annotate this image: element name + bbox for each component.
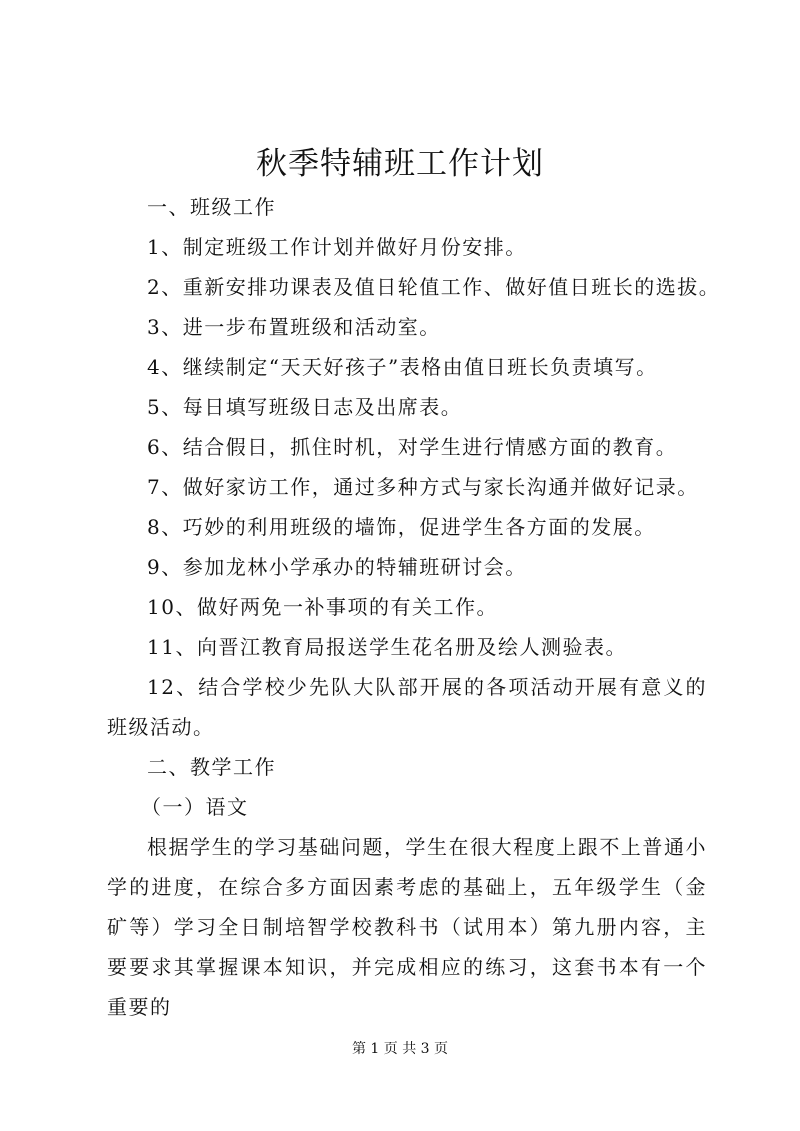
section-heading-class-work: 一、班级工作: [147, 195, 276, 219]
subsection-heading-chinese: （一）语文: [141, 795, 249, 819]
list-item: 2、重新安排功课表及值日轮值工作、做好值日班长的选拔。: [147, 275, 721, 299]
list-item: 4、继续制定“天天好孩子”表格由值日班长负责填写。: [147, 355, 658, 379]
list-item: 10、做好两免一补事项的有关工作。: [147, 595, 498, 619]
list-item: 6、结合假日，抓住时机，对学生进行情感方面的教育。: [147, 435, 678, 459]
document-body: [107, 187, 721, 1027]
document-title: 秋季特辅班工作计划: [256, 146, 544, 182]
body-paragraph: 根据学生的学习基础问题，学生在很大程度上跟不上普通小学的进度，在综合多方面因素考虑的基础上，五年级学生（金矿等）学习全日制培智学校教科书（试用本）第九册内容，主要要求其掌握课本知识，并完成相应的练习，这套书本有一个重要的: [107, 835, 707, 1019]
list-item: 7、做好家访工作，通过多种方式与家长沟通并做好记录。: [147, 475, 699, 499]
list-item: 9、参加龙林小学承办的特辅班研讨会。: [147, 555, 527, 579]
list-item: 11、向晋江教育局报送学生花名册及绘人测验表。: [147, 635, 627, 659]
list-item: 8、巧妙的利用班级的墙饰，促进学生各方面的发展。: [147, 515, 656, 539]
list-item: 1、制定班级工作计划并做好月份安排。: [147, 235, 527, 259]
list-item: 3、进一步布置班级和活动室。: [147, 315, 441, 339]
page-footer: 第 1 页 共 3 页: [351, 1041, 449, 1057]
list-item: 5、每日填写班级日志及出席表。: [147, 395, 463, 419]
section-heading-teaching-work: 二、教学工作: [147, 755, 276, 779]
list-item-12: 12、结合学校少先队大队部开展的各项活动开展有意义的班级活动。: [107, 675, 707, 739]
